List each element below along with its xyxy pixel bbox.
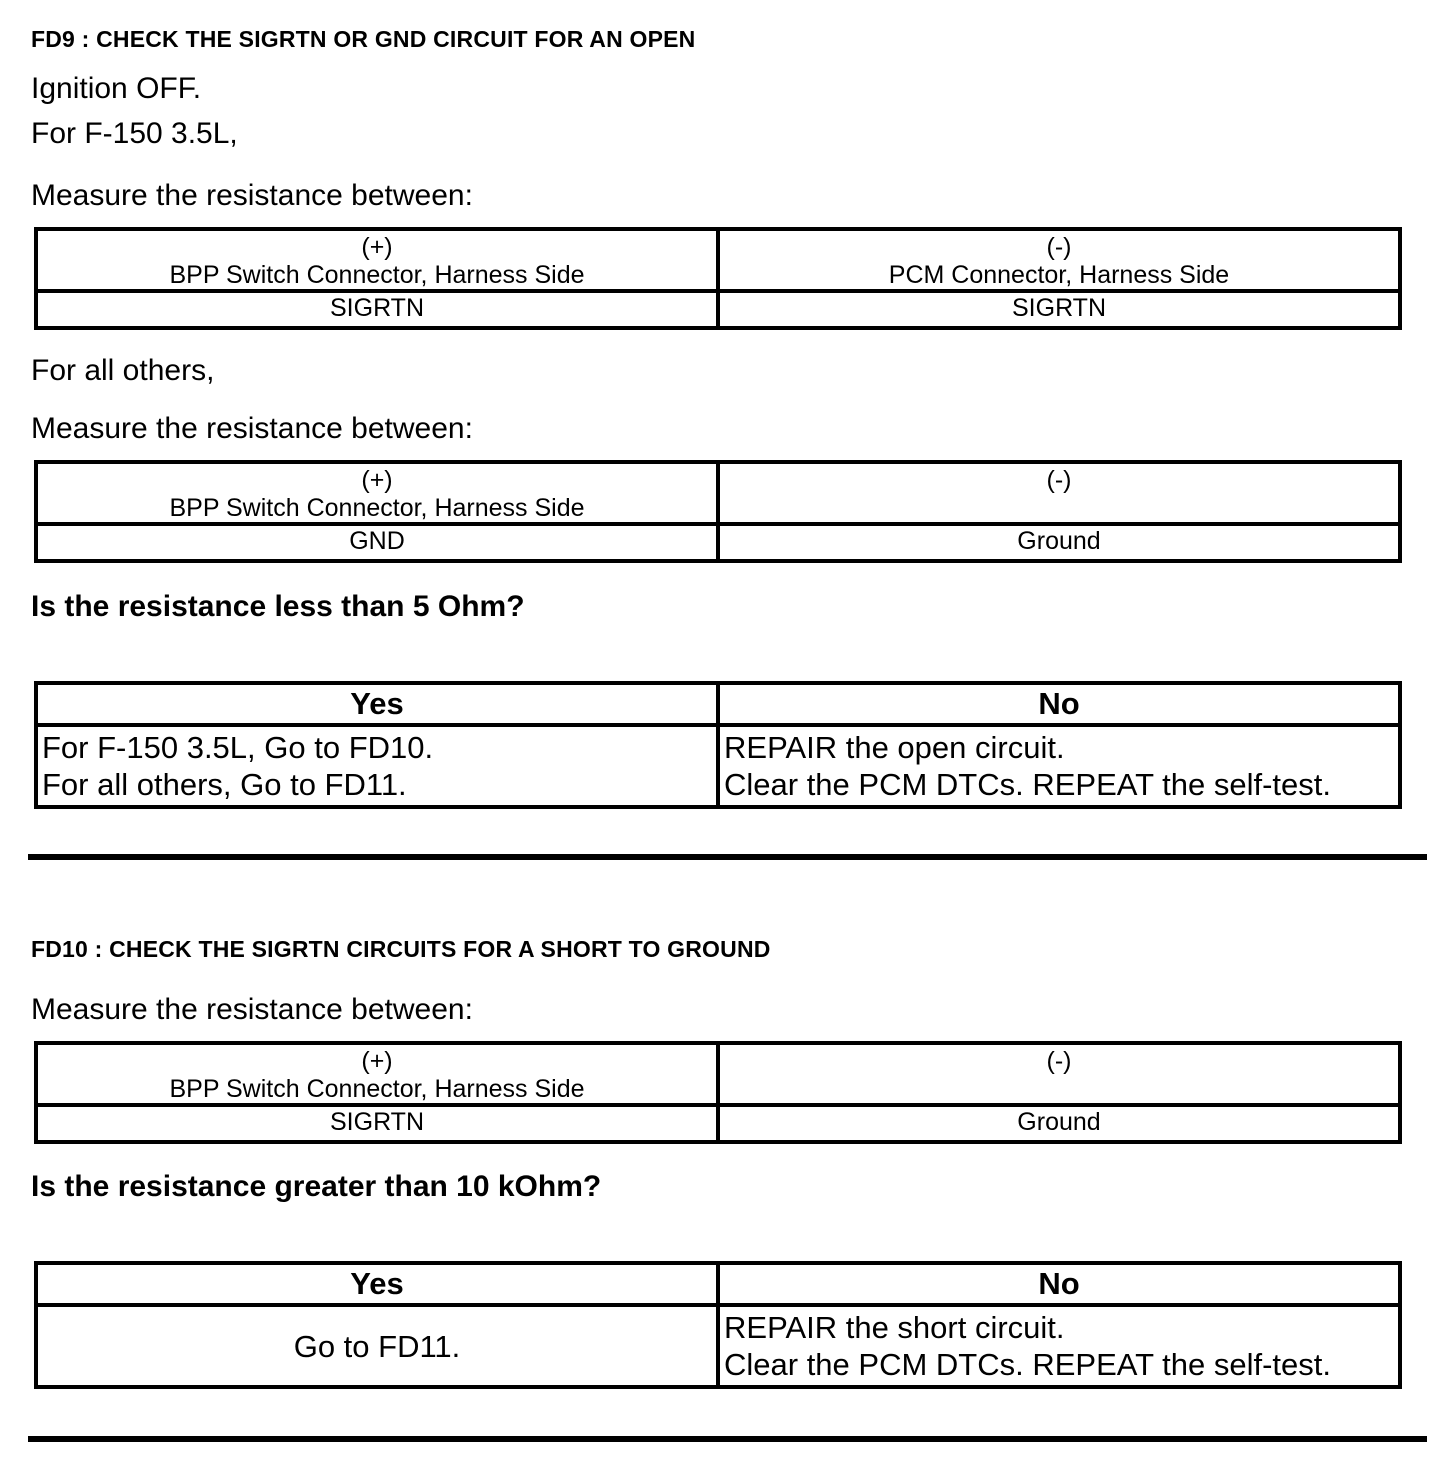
positive-probe-cell: [36, 1043, 718, 1105]
positive-probe-cell: [36, 462, 718, 524]
yes-action-line: For all others, Go to FD11.: [42, 767, 407, 802]
no-action-line: Clear the PCM DTCs. REPEAT the self-test.: [724, 767, 1331, 802]
table-value-row: [36, 1105, 1400, 1142]
probe-sign: (-): [1046, 1047, 1072, 1075]
page-divider: [28, 1436, 1427, 1442]
probe-connector: BPP Switch Connector, Harness Side: [169, 1075, 585, 1103]
measurement-table-fd9-f150: [34, 227, 1402, 330]
procedure-step: For all others,: [31, 354, 215, 387]
negative-pin-cell: SIGRTN: [718, 291, 1400, 328]
section-title-fd9: FD9 : CHECK THE SIGRTN OR GND CIRCUIT FOR AN OPEN: [31, 26, 696, 52]
question-text: Is the resistance greater than 10 kOhm?: [31, 1170, 602, 1203]
no-action-line: REPAIR the short circuit.: [724, 1310, 1065, 1345]
decision-table-fd9: [34, 681, 1402, 809]
procedure-step: Measure the resistance between:: [31, 993, 473, 1026]
positive-pin-cell: SIGRTN: [36, 1105, 718, 1142]
yes-action-cell: Go to FD11.: [36, 1305, 718, 1387]
table-header-row: [36, 229, 1400, 291]
positive-pin-cell: SIGRTN: [36, 291, 718, 328]
negative-pin-cell: Ground: [718, 524, 1400, 561]
measurement-table-fd9-others: [34, 460, 1402, 563]
no-header: No: [718, 1263, 1400, 1305]
decision-header-row: [36, 683, 1400, 725]
no-action-line: REPAIR the open circuit.: [724, 730, 1065, 765]
decision-header-row: [36, 1263, 1400, 1305]
question-text: Is the resistance less than 5 Ohm?: [31, 590, 525, 623]
table-header-row: [36, 462, 1400, 524]
negative-probe-cell: [718, 229, 1400, 291]
probe-connector: PCM Connector, Harness Side: [888, 261, 1230, 289]
probe-sign: (+): [361, 1047, 393, 1075]
probe-connector: BPP Switch Connector, Harness Side: [169, 494, 585, 522]
positive-pin-cell: GND: [36, 524, 718, 561]
probe-sign: (+): [361, 233, 393, 261]
decision-table-fd10: [34, 1261, 1402, 1389]
section-title-fd10: FD10 : CHECK THE SIGRTN CIRCUITS FOR A SHORT TO GROUND: [31, 936, 771, 962]
no-action-cell: [718, 1305, 1400, 1387]
section-divider: [28, 854, 1427, 860]
yes-action-line: For F-150 3.5L, Go to FD10.: [42, 730, 434, 765]
table-value-row: [36, 524, 1400, 561]
table-header-row: [36, 1043, 1400, 1105]
yes-header: Yes: [36, 1263, 718, 1305]
probe-sign: (-): [1046, 233, 1072, 261]
probe-connector: BPP Switch Connector, Harness Side: [169, 261, 585, 289]
probe-sign: (-): [1046, 466, 1072, 494]
no-action-cell: [718, 725, 1400, 807]
table-value-row: [36, 291, 1400, 328]
yes-header: Yes: [36, 683, 718, 725]
positive-probe-cell: [36, 229, 718, 291]
probe-sign: (+): [361, 466, 393, 494]
negative-probe-cell: [718, 1043, 1400, 1105]
no-header: No: [718, 683, 1400, 725]
procedure-step: For F-150 3.5L,: [31, 117, 238, 150]
decision-body-row: [36, 725, 1400, 807]
procedure-step: Measure the resistance between:: [31, 179, 473, 212]
decision-body-row: [36, 1305, 1400, 1387]
section-fd10: [31, 936, 1402, 1389]
procedure-step: Measure the resistance between:: [31, 412, 473, 445]
negative-probe-cell: [718, 462, 1400, 524]
yes-action-cell: [36, 725, 718, 807]
no-action-line: Clear the PCM DTCs. REPEAT the self-test.: [724, 1347, 1331, 1382]
section-fd9: [31, 26, 1402, 809]
measurement-table-fd10: [34, 1041, 1402, 1144]
negative-pin-cell: Ground: [718, 1105, 1400, 1142]
procedure-step: Ignition OFF.: [31, 72, 202, 105]
